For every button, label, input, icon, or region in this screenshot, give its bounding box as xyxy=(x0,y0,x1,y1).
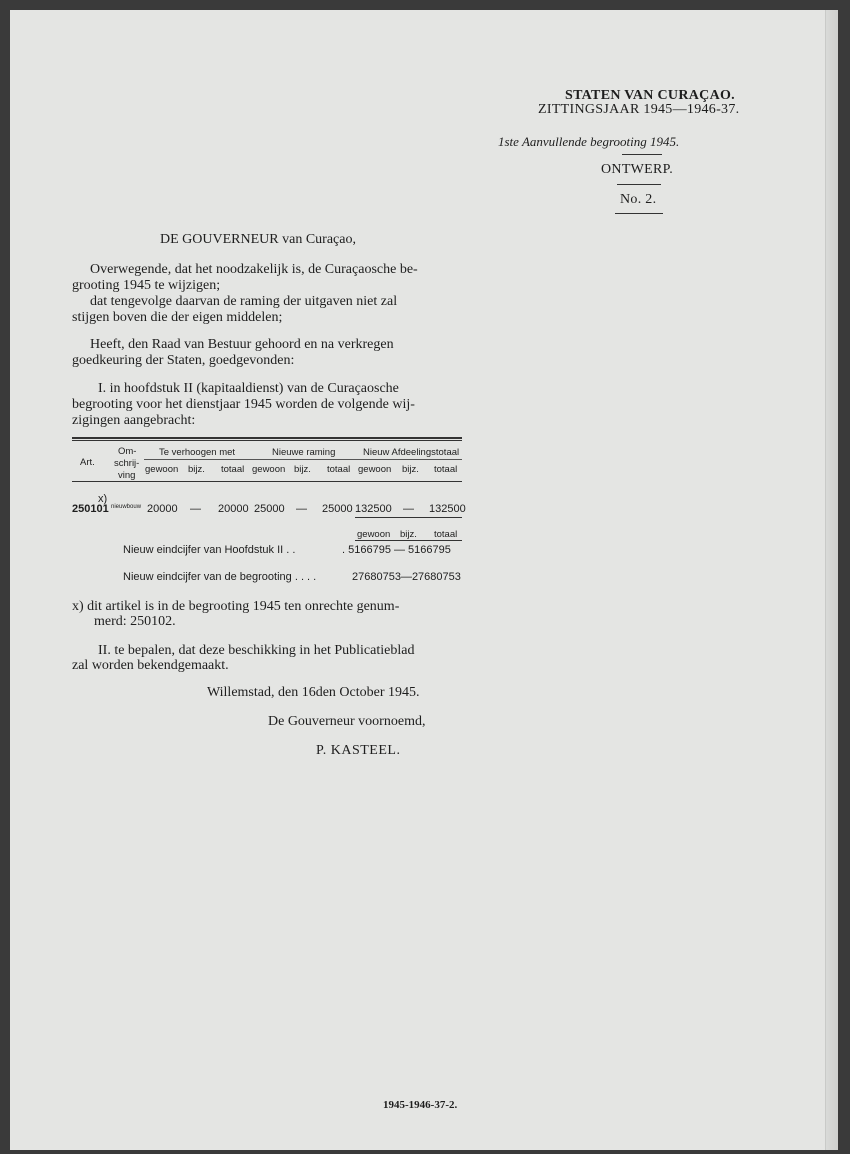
col-header: bijz. xyxy=(294,464,311,475)
paragraph-line: grooting 1945 te wijzigen; xyxy=(72,278,221,293)
cell-art: 250101 xyxy=(72,503,109,515)
page-edge xyxy=(825,10,838,1150)
hoofdstuk-label: Nieuw eindcijfer van Hoofdstuk II . . xyxy=(123,544,296,556)
cell-value: 20000 xyxy=(147,503,178,515)
paragraph-line: dat tengevolge daarvan de raming der uitgaven niet zal xyxy=(90,294,398,309)
group-header-afdeeling: Nieuw Afdeelingstotaal xyxy=(363,447,460,458)
page-number: 1945-1946-37-2. xyxy=(383,1099,458,1111)
paragraph-line: zal worden bekendgemaakt. xyxy=(72,658,229,673)
header-rule xyxy=(144,459,462,460)
group-header-raming: Nieuwe raming xyxy=(272,447,336,458)
paragraph-line: Overwegende, dat het noodzakelijk is, de Curaçaosche be- xyxy=(90,262,418,277)
col-header: bijz. xyxy=(188,464,205,475)
cell-value: — xyxy=(190,503,201,515)
cell-value: 25000 xyxy=(322,503,353,515)
table-top-rule xyxy=(72,440,462,441)
col-header: gewoon xyxy=(358,464,392,475)
cell-value: — xyxy=(403,503,414,515)
header-number: No. 2. xyxy=(620,192,657,207)
col-header: gewoon xyxy=(145,464,179,475)
col-omschrijving-header: ving xyxy=(118,470,136,481)
sub-col-header: gewoon xyxy=(357,529,391,540)
sub-header-rule xyxy=(355,540,462,541)
begrooting-label: Nieuw eindcijfer van de begrooting . . . . xyxy=(123,571,317,583)
signature-title: De Gouverneur voornoemd, xyxy=(268,714,426,729)
footnote-line: merd: 250102. xyxy=(94,614,176,629)
paragraph-line: Heeft, den Raad van Bestuur gehoord en na verkregen xyxy=(90,337,394,352)
divider xyxy=(622,154,662,155)
paragraph-line: II. te bepalen, dat deze beschikking in het Publicatieblad xyxy=(98,643,415,658)
sub-col-header: bijz. xyxy=(400,529,417,540)
footnote-line: x) dit artikel is in de begrooting 1945 ten onrechte genum- xyxy=(72,599,400,614)
hoofdstuk-value: . 5166795 — 5166795 xyxy=(342,544,451,556)
total-rule xyxy=(355,517,462,518)
col-header: bijz. xyxy=(402,464,419,475)
salutation: DE GOUVERNEUR van Curaçao, xyxy=(160,232,356,247)
document-page xyxy=(10,10,838,1150)
sub-col-header: totaal xyxy=(434,529,458,540)
table-top-rule xyxy=(72,437,462,439)
col-header: totaal xyxy=(434,464,458,475)
header-ontwerp: ONTWERP. xyxy=(601,162,674,177)
cell-value: 25000 xyxy=(254,503,285,515)
header-bottom-rule xyxy=(72,481,462,482)
paragraph-line: begrooting voor het dienstjaar 1945 worden de volgende wij- xyxy=(72,397,415,412)
cell-omschrijving: nieuwbouw xyxy=(111,504,142,510)
cell-value: 20000 xyxy=(218,503,249,515)
footnote-mark: x) xyxy=(98,493,108,505)
paragraph-line: goedkeuring der Staten, goedgevonden: xyxy=(72,353,295,368)
divider xyxy=(617,184,661,185)
col-art-header: Art. xyxy=(80,457,95,468)
col-header: gewoon xyxy=(252,464,286,475)
paragraph-line: stijgen boven die der eigen middelen; xyxy=(72,310,283,325)
cell-value: 132500 xyxy=(429,503,466,515)
header-session: ZITTINGSJAAR 1945—1946-37. xyxy=(538,102,740,117)
header-subtitle: 1ste Aanvullende begrooting 1945. xyxy=(498,134,680,149)
begrooting-value: 27680753—27680753 xyxy=(352,571,461,583)
paragraph-line: I. in hoofdstuk II (kapitaaldienst) van de Curaçaosche xyxy=(98,381,399,396)
cell-value: — xyxy=(296,503,307,515)
divider xyxy=(615,213,663,214)
paragraph-line: zigingen aangebracht: xyxy=(72,413,196,428)
header-title: STATEN VAN CURAÇAO. xyxy=(565,88,735,103)
signature-name: P. KASTEEL. xyxy=(316,743,401,758)
place-date: Willemstad, den 16den October 1945. xyxy=(207,685,420,700)
col-header: totaal xyxy=(221,464,245,475)
cell-value: 132500 xyxy=(355,503,392,515)
col-header: totaal xyxy=(327,464,351,475)
col-omschrijving-header: Om- xyxy=(118,446,137,457)
group-header-verhoogen: Te verhoogen met xyxy=(159,447,236,458)
col-omschrijving-header: schrij- xyxy=(114,458,140,469)
